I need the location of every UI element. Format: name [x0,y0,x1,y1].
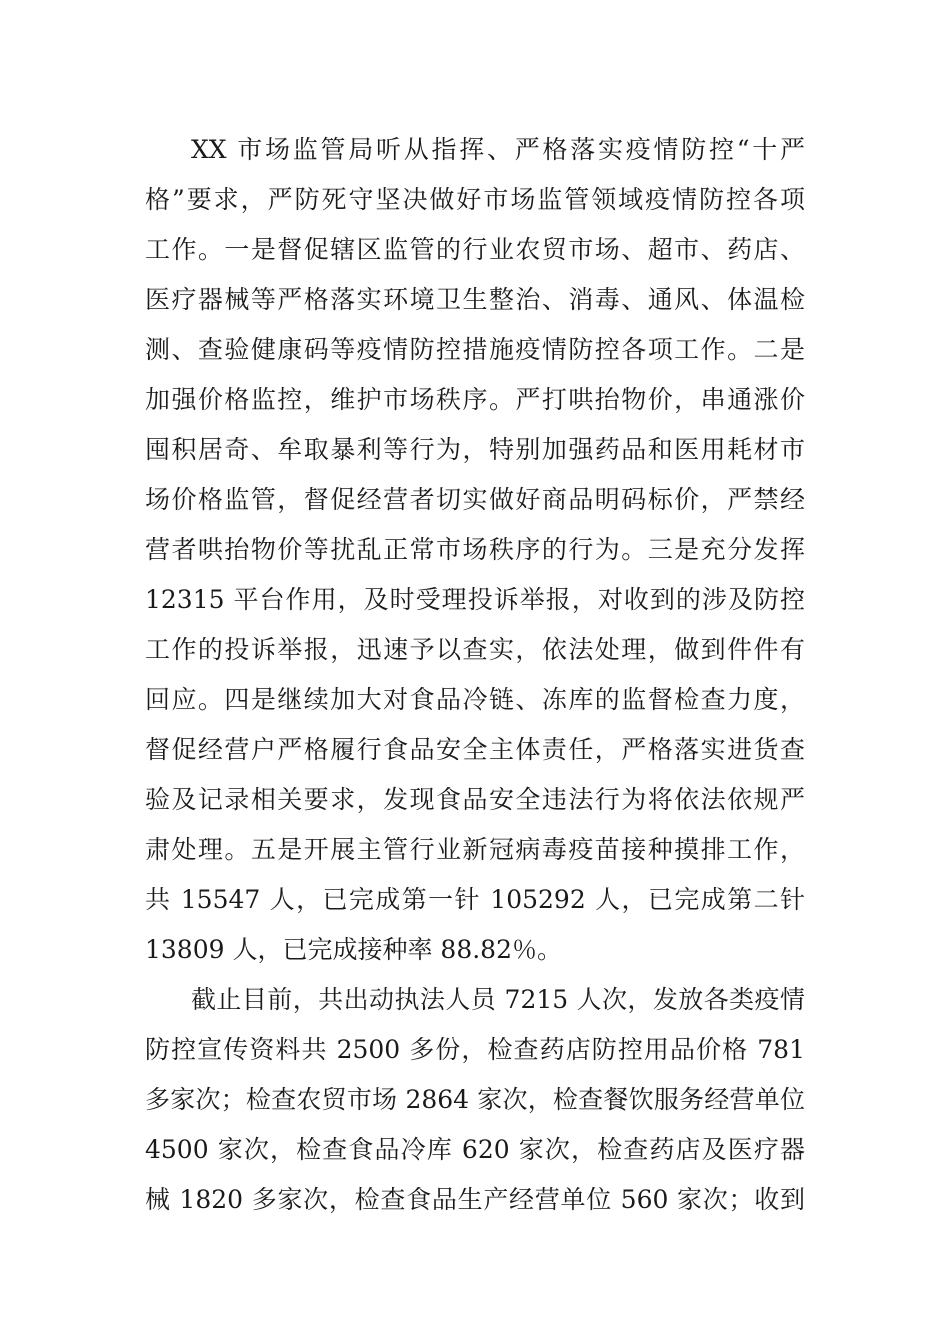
text-line: 工作。一是督促辖区监管的行业农贸市场、超市、药店、 [145,235,805,264]
text-line: 囤积居奇、牟取暴利等行为，特别加强药品和医用耗材市 [145,435,805,464]
text-line: 医疗器械等严格落实环境卫生整治、消毒、通风、体温检 [145,285,805,314]
text-line: 回应。四是继续加大对食品冷链、冻库的监督检查力度， [145,685,805,714]
text-line: 多家次；检查农贸市场 2864 家次，检查餐饮服务经营单位 [145,1085,805,1114]
text-line: 防控宣传资料共 2500 多份，检查药店防控用品价格 781 [145,1035,805,1064]
text-line: 共 15547 人，已完成第一针 105292 人，已完成第二针 [145,885,805,914]
text-line: 验及记录相关要求，发现食品安全违法行为将依法依规严 [145,785,805,814]
text-line: 场价格监管，督促经营者切实做好商品明码标价，严禁经 [145,485,805,514]
text-line: XX 市场监管局听从指挥、严格落实疫情防控“十严 [191,135,805,164]
text-line: 肃处理。五是开展主管行业新冠病毒疫苗接种摸排工作， [145,835,805,864]
paragraph-1 [145,125,805,975]
text-line: 械 1820 多家次，检查食品生产经营单位 560 家次；收到 [145,1185,805,1214]
text-line: 工作的投诉举报，迅速予以查实，依法处理，做到件件有 [145,635,805,664]
body-text [145,125,805,1225]
paragraph-2 [145,975,805,1225]
text-line: 营者哄抬物价等扰乱正常市场秩序的行为。三是充分发挥 [145,535,805,564]
text-line: 督促经营户严格履行食品安全主体责任，严格落实进货查 [145,735,805,764]
text-line: 12315 平台作用，及时受理投诉举报，对收到的涉及防控 [145,585,805,614]
text-line: 4500 家次，检查食品冷库 620 家次，检查药店及医疗器 [145,1135,805,1164]
text-line: 13809 人，已完成接种率 88.82％。 [145,935,562,964]
text-line: 截止目前，共出动执法人员 7215 人次，发放各类疫情 [191,985,805,1014]
text-line: 测、查验健康码等疫情防控措施疫情防控各项工作。二是 [145,335,805,364]
text-line: 格”要求，严防死守坚决做好市场监管领域疫情防控各项 [145,185,805,214]
text-line: 加强价格监控，维护市场秩序。严打哄抬物价，串通涨价 [145,385,805,414]
